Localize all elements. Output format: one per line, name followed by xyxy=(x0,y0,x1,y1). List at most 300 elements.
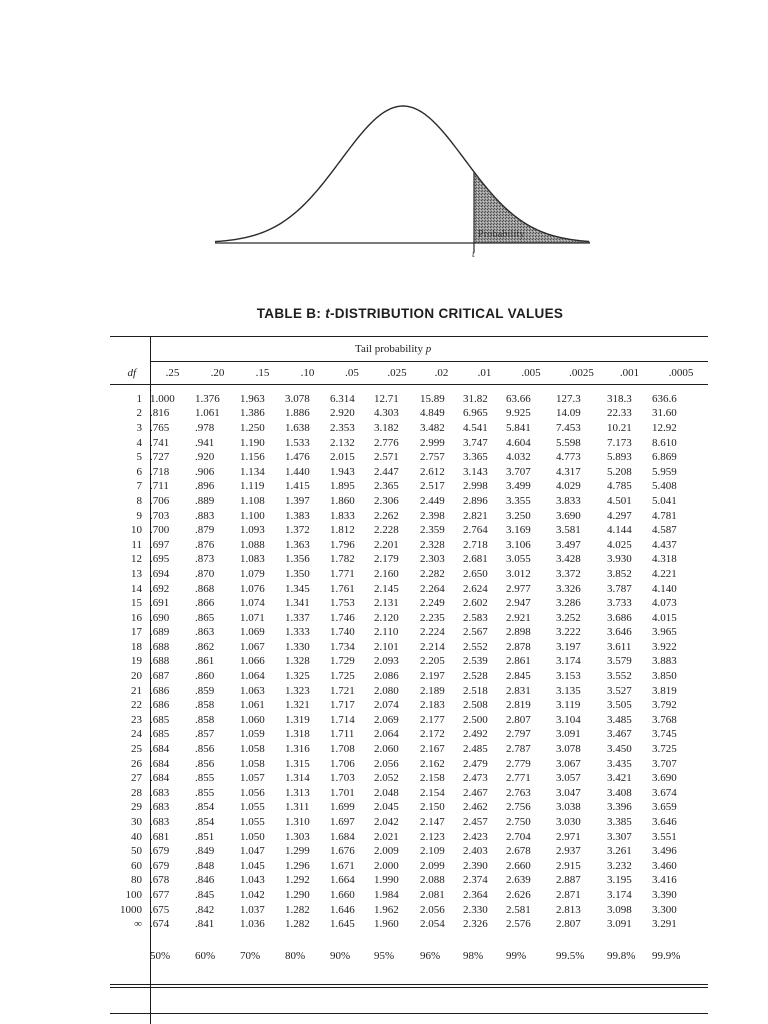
table-title-suffix: -DISTRIBUTION CRITICAL VALUES xyxy=(330,306,564,321)
critical-value-cell: 3.450 xyxy=(607,743,632,756)
critical-value-cell: 2.123 xyxy=(420,830,445,843)
critical-value-cell: 3.659 xyxy=(652,801,677,814)
critical-value-cell: 3.819 xyxy=(652,684,677,697)
critical-value-cell: 2.977 xyxy=(506,582,531,595)
critical-value-cell: 2.150 xyxy=(420,801,445,814)
critical-value-cell: 4.303 xyxy=(374,407,399,420)
table-title-t: t xyxy=(325,306,331,321)
critical-value-cell: 2.080 xyxy=(374,684,399,697)
critical-value-cell: 2.214 xyxy=(420,640,445,653)
critical-value-cell: 3.467 xyxy=(607,728,632,741)
critical-value-cell: 2.235 xyxy=(420,611,445,624)
critical-value-cell: 3.091 xyxy=(556,728,581,741)
critical-value-cell: 1.721 xyxy=(330,684,355,697)
table-row xyxy=(110,596,710,611)
critical-value-cell: 1.386 xyxy=(240,407,265,420)
critical-value-cell: .687 xyxy=(150,670,170,683)
df-cell: 27 xyxy=(131,772,142,785)
critical-value-cell: 3.355 xyxy=(506,494,531,507)
critical-value-cell: .684 xyxy=(150,757,170,770)
critical-value-cell: 3.174 xyxy=(607,888,632,901)
critical-value-cell: 1.415 xyxy=(285,480,310,493)
critical-value-cell: 2.807 xyxy=(506,713,531,726)
critical-value-cell: 1.055 xyxy=(240,801,265,814)
critical-value-cell: 3.674 xyxy=(652,786,677,799)
confidence-level-cell: 90% xyxy=(330,950,351,963)
critical-value-cell: .741 xyxy=(150,436,170,449)
critical-value-cell: .688 xyxy=(150,655,170,668)
critical-value-cell: 3.030 xyxy=(556,816,581,829)
critical-value-cell: 3.104 xyxy=(556,713,581,726)
critical-value-cell: 1.476 xyxy=(285,451,310,464)
df-cell: 80 xyxy=(131,874,142,887)
critical-value-cell: 2.447 xyxy=(374,465,399,478)
df-cell: 30 xyxy=(131,816,142,829)
df-cell: 18 xyxy=(131,640,142,653)
critical-value-cell: 2.473 xyxy=(463,772,488,785)
table-row xyxy=(110,698,710,713)
critical-value-cell: 4.437 xyxy=(652,538,677,551)
table-row xyxy=(110,480,710,495)
critical-value-cell: 1.250 xyxy=(240,421,265,434)
critical-value-cell: 2.364 xyxy=(463,888,488,901)
critical-value-cell: .856 xyxy=(195,757,215,770)
critical-value-cell: 2.517 xyxy=(420,480,445,493)
density-curve xyxy=(215,106,589,242)
critical-value-cell: 4.297 xyxy=(607,509,632,522)
df-cell: 2 xyxy=(136,407,142,420)
critical-value-cell: 3.552 xyxy=(607,670,632,683)
critical-value-cell: 3.078 xyxy=(285,392,310,405)
critical-value-cell: 3.195 xyxy=(607,874,632,887)
critical-value-cell: 3.460 xyxy=(652,859,677,872)
critical-value-cell: 2.052 xyxy=(374,772,399,785)
critical-value-cell: 2.704 xyxy=(506,830,531,843)
critical-value-cell: 1.037 xyxy=(240,903,265,916)
df-cell: ∞ xyxy=(134,918,142,931)
table-row xyxy=(110,844,710,859)
critical-value-cell: 2.045 xyxy=(374,801,399,814)
critical-value-cell: 5.959 xyxy=(652,465,677,478)
df-cell: 100 xyxy=(125,888,142,901)
df-cell: 16 xyxy=(131,611,142,624)
critical-value-cell: 2.757 xyxy=(420,451,445,464)
critical-value-cell: 1.638 xyxy=(285,421,310,434)
critical-value-cell: 3.307 xyxy=(607,830,632,843)
critical-value-cell: 1.729 xyxy=(330,655,355,668)
tail-probability-label xyxy=(355,343,431,355)
critical-value-cell: 1.000 xyxy=(150,392,175,405)
critical-value-cell: 1.984 xyxy=(374,888,399,901)
critical-value-cell: 2.552 xyxy=(463,640,488,653)
critical-value-cell: 3.787 xyxy=(607,582,632,595)
tail-probability-header: .001 xyxy=(619,366,640,379)
critical-value-cell: 3.482 xyxy=(420,421,445,434)
critical-value-cell: 1.119 xyxy=(240,480,265,493)
t-critical-values-table xyxy=(110,362,710,970)
critical-value-cell: 3.300 xyxy=(652,903,677,916)
critical-value-cell: 1.725 xyxy=(330,670,355,683)
critical-value-cell: 2.750 xyxy=(506,816,531,829)
table-row xyxy=(110,684,710,699)
critical-value-cell: 2.056 xyxy=(374,757,399,770)
critical-value-cell: 3.768 xyxy=(652,713,677,726)
critical-value-cell: 3.143 xyxy=(463,465,488,478)
critical-value-cell: 1.058 xyxy=(240,757,265,770)
critical-value-cell: 3.055 xyxy=(506,553,531,566)
critical-value-cell: 2.861 xyxy=(506,655,531,668)
critical-value-cell: 4.781 xyxy=(652,509,677,522)
critical-value-cell: 3.965 xyxy=(652,626,677,639)
critical-value-cell: 3.579 xyxy=(607,655,632,668)
critical-value-cell: 5.893 xyxy=(607,451,632,464)
table-row xyxy=(110,509,710,524)
critical-value-cell: 3.527 xyxy=(607,684,632,697)
confidence-level-row xyxy=(110,932,710,970)
critical-value-cell: 1.058 xyxy=(240,743,265,756)
critical-value-cell: 2.626 xyxy=(506,888,531,901)
critical-value-cell: 5.598 xyxy=(556,436,581,449)
critical-value-cell: 3.078 xyxy=(556,743,581,756)
critical-value-cell: .889 xyxy=(195,494,215,507)
critical-value-cell: 2.015 xyxy=(330,451,355,464)
critical-value-cell: 2.528 xyxy=(463,670,488,683)
critical-value-cell: 1.782 xyxy=(330,553,355,566)
critical-value-cell: 2.581 xyxy=(506,903,531,916)
critical-value-cell: 636.6 xyxy=(652,392,677,405)
critical-value-cell: 1.325 xyxy=(285,670,310,683)
table-row xyxy=(110,421,710,436)
critical-value-cell: .861 xyxy=(195,655,215,668)
critical-value-cell: 1.963 xyxy=(240,392,265,405)
critical-value-cell: 2.423 xyxy=(463,830,488,843)
table-row xyxy=(110,742,710,757)
tail-probability-header: .15 xyxy=(255,366,270,379)
body-bottom-rule-2 xyxy=(110,987,708,988)
critical-value-cell: .868 xyxy=(195,582,215,595)
df-cell: 21 xyxy=(131,684,142,697)
critical-value-cell: 1.093 xyxy=(240,524,265,537)
critical-value-cell: 2.197 xyxy=(420,670,445,683)
critical-value-cell: 2.896 xyxy=(463,494,488,507)
critical-value-cell: 4.032 xyxy=(506,451,531,464)
critical-value-cell: 1.292 xyxy=(285,874,310,887)
critical-value-cell: 1.282 xyxy=(285,903,310,916)
critical-value-cell: .679 xyxy=(150,859,170,872)
critical-value-cell: .858 xyxy=(195,713,215,726)
critical-value-cell: .858 xyxy=(195,699,215,712)
critical-value-cell: .685 xyxy=(150,728,170,741)
critical-value-cell: 3.733 xyxy=(607,597,632,610)
critical-value-cell: 2.224 xyxy=(420,626,445,639)
critical-value-cell: .848 xyxy=(195,859,215,872)
critical-value-cell: 2.054 xyxy=(420,918,445,931)
critical-value-cell: 1.397 xyxy=(285,494,310,507)
critical-value-cell: 1.067 xyxy=(240,640,265,653)
critical-value-cell: 2.398 xyxy=(420,509,445,522)
confidence-level-cell: 95% xyxy=(374,950,395,963)
critical-value-cell: .690 xyxy=(150,611,170,624)
critical-value-cell: 1.042 xyxy=(240,888,265,901)
critical-value-cell: 3.725 xyxy=(652,743,677,756)
table-row xyxy=(110,582,710,597)
critical-value-cell: 2.462 xyxy=(463,801,488,814)
critical-value-cell: 10.21 xyxy=(607,421,632,434)
critical-value-cell: 3.551 xyxy=(652,830,677,843)
tail-probability-header: .25 xyxy=(165,366,180,379)
critical-value-cell: 3.496 xyxy=(652,845,677,858)
critical-value-cell: 2.048 xyxy=(374,786,399,799)
critical-value-cell: 2.819 xyxy=(506,699,531,712)
table-row xyxy=(110,728,710,743)
critical-value-cell: 2.583 xyxy=(463,611,488,624)
critical-value-cell: 1.134 xyxy=(240,465,265,478)
table-title xyxy=(0,306,768,321)
critical-value-cell: 1.045 xyxy=(240,859,265,872)
critical-value-cell: 1.050 xyxy=(240,830,265,843)
critical-value-cell: .857 xyxy=(195,728,215,741)
tail-probability-header: .0025 xyxy=(569,366,594,379)
critical-value-cell: 4.849 xyxy=(420,407,445,420)
critical-value-cell: 3.883 xyxy=(652,655,677,668)
critical-value-cell: .845 xyxy=(195,888,215,901)
critical-value-cell: 2.000 xyxy=(374,859,399,872)
critical-value-cell: 1.860 xyxy=(330,494,355,507)
confidence-level-cell: 96% xyxy=(420,950,441,963)
critical-value-cell: 1.100 xyxy=(240,509,265,522)
critical-value-cell: 2.821 xyxy=(463,509,488,522)
critical-value-cell: .765 xyxy=(150,421,170,434)
df-cell: 25 xyxy=(131,743,142,756)
tail-probability-header: .025 xyxy=(387,366,407,379)
critical-value-cell: 3.091 xyxy=(607,918,632,931)
critical-value-cell: 1.088 xyxy=(240,538,265,551)
critical-value-cell: 2.101 xyxy=(374,640,399,653)
critical-value-cell: 1.064 xyxy=(240,670,265,683)
critical-value-cell: 1.703 xyxy=(330,772,355,785)
critical-value-cell: 2.612 xyxy=(420,465,445,478)
critical-value-cell: 3.326 xyxy=(556,582,581,595)
critical-value-cell: 1.533 xyxy=(285,436,310,449)
critical-value-cell: .686 xyxy=(150,684,170,697)
critical-value-cell: 2.937 xyxy=(556,845,581,858)
critical-value-cell: 2.508 xyxy=(463,699,488,712)
critical-value-cell: .688 xyxy=(150,640,170,653)
table-row xyxy=(110,655,710,670)
critical-value-cell: 2.064 xyxy=(374,728,399,741)
critical-value-cell: 2.624 xyxy=(463,582,488,595)
critical-value-cell: 2.797 xyxy=(506,728,531,741)
critical-value-cell: 1.321 xyxy=(285,699,310,712)
critical-value-cell: 1.310 xyxy=(285,816,310,829)
critical-value-cell: 1.771 xyxy=(330,567,355,580)
critical-value-cell: 3.047 xyxy=(556,786,581,799)
df-cell: 10 xyxy=(131,524,142,537)
critical-value-cell: .718 xyxy=(150,465,170,478)
table-row xyxy=(110,859,710,874)
critical-value-cell: 1.057 xyxy=(240,772,265,785)
critical-value-cell: 2.660 xyxy=(506,859,531,872)
critical-value-cell: .842 xyxy=(195,903,215,916)
df-header: df xyxy=(127,366,136,379)
critical-value-cell: 3.792 xyxy=(652,699,677,712)
table-row xyxy=(110,567,710,582)
critical-value-cell: .841 xyxy=(195,918,215,931)
df-cell: 14 xyxy=(131,582,142,595)
critical-value-cell: 2.172 xyxy=(420,728,445,741)
critical-value-cell: 3.745 xyxy=(652,728,677,741)
critical-value-cell: 2.718 xyxy=(463,538,488,551)
critical-value-cell: 127.3 xyxy=(556,392,581,405)
table-row xyxy=(110,786,710,801)
critical-value-cell: 3.261 xyxy=(607,845,632,858)
critical-value-cell: 2.162 xyxy=(420,757,445,770)
critical-value-cell: 3.232 xyxy=(607,859,632,872)
critical-value-cell: .681 xyxy=(150,830,170,843)
critical-value-cell: 2.093 xyxy=(374,655,399,668)
critical-value-cell: 2.042 xyxy=(374,816,399,829)
critical-value-cell: .846 xyxy=(195,874,215,887)
df-cell: 11 xyxy=(131,538,142,551)
critical-value-cell: 2.602 xyxy=(463,597,488,610)
table-row xyxy=(110,538,710,553)
critical-value-cell: 4.029 xyxy=(556,480,581,493)
critical-value-cell: 2.264 xyxy=(420,582,445,595)
df-cell: 22 xyxy=(131,699,142,712)
t-distribution-figure xyxy=(205,92,605,267)
critical-value-cell: 63.66 xyxy=(506,392,531,405)
critical-value-cell: 2.088 xyxy=(420,874,445,887)
critical-value-cell: .879 xyxy=(195,524,215,537)
critical-value-cell: 1.330 xyxy=(285,640,310,653)
df-cell: 50 xyxy=(131,845,142,858)
body-bottom-rule-1 xyxy=(110,984,708,985)
critical-value-cell: 3.416 xyxy=(652,874,677,887)
critical-value-cell: 1.960 xyxy=(374,918,399,931)
critical-value-cell: .675 xyxy=(150,903,170,916)
df-cell: 15 xyxy=(131,597,142,610)
critical-value-cell: 3.012 xyxy=(506,567,531,580)
critical-value-cell: 2.467 xyxy=(463,786,488,799)
critical-value-cell: 2.920 xyxy=(330,407,355,420)
critical-value-cell: 2.228 xyxy=(374,524,399,537)
critical-value-cell: 2.179 xyxy=(374,553,399,566)
df-cell: 1000 xyxy=(120,903,142,916)
critical-value-cell: 6.965 xyxy=(463,407,488,420)
critical-value-cell: 3.833 xyxy=(556,494,581,507)
critical-value-cell: 3.286 xyxy=(556,597,581,610)
critical-value-cell: 1.333 xyxy=(285,626,310,639)
critical-value-cell: 3.222 xyxy=(556,626,581,639)
critical-value-cell: .694 xyxy=(150,567,170,580)
table-row xyxy=(110,494,710,509)
critical-value-cell: 1.886 xyxy=(285,407,310,420)
critical-value-cell: 1.440 xyxy=(285,465,310,478)
critical-value-cell: 4.501 xyxy=(607,494,632,507)
critical-value-cell: 1.646 xyxy=(330,903,355,916)
critical-value-cell: 3.485 xyxy=(607,713,632,726)
critical-value-cell: .906 xyxy=(195,465,215,478)
critical-value-cell: 2.539 xyxy=(463,655,488,668)
critical-value-cell: 2.878 xyxy=(506,640,531,653)
critical-value-cell: 3.747 xyxy=(463,436,488,449)
critical-value-cell: 1.282 xyxy=(285,918,310,931)
tail-probability-header: .01 xyxy=(477,366,492,379)
critical-value-cell: 2.060 xyxy=(374,743,399,756)
critical-value-cell: .697 xyxy=(150,538,170,551)
critical-value-cell: 1.290 xyxy=(285,888,310,901)
critical-value-cell: 3.581 xyxy=(556,524,581,537)
df-cell: 40 xyxy=(131,830,142,843)
critical-value-cell: 2.681 xyxy=(463,553,488,566)
critical-value-cell: 2.971 xyxy=(556,830,581,843)
critical-value-cell: 2.201 xyxy=(374,538,399,551)
tail-probability-header: .005 xyxy=(521,366,541,379)
critical-value-cell: 3.385 xyxy=(607,816,632,829)
t-distribution-curve-svg xyxy=(205,92,605,267)
table-row xyxy=(110,757,710,772)
critical-value-cell: 1.061 xyxy=(195,407,220,420)
critical-value-cell: 3.707 xyxy=(652,757,677,770)
critical-value-cell: 2.328 xyxy=(420,538,445,551)
critical-value-cell: 2.639 xyxy=(506,874,531,887)
table-row xyxy=(110,888,710,903)
tail-probability-header: .02 xyxy=(434,366,449,379)
table-row xyxy=(110,669,710,684)
critical-value-cell: 2.365 xyxy=(374,480,399,493)
critical-value-cell: 2.898 xyxy=(506,626,531,639)
critical-value-cell: 2.449 xyxy=(420,494,445,507)
critical-value-cell: 1.337 xyxy=(285,611,310,624)
critical-value-cell: .862 xyxy=(195,640,215,653)
critical-value-cell: 3.182 xyxy=(374,421,399,434)
critical-value-cell: 1.796 xyxy=(330,538,355,551)
critical-value-cell: .684 xyxy=(150,743,170,756)
critical-value-cell: .854 xyxy=(195,816,215,829)
critical-value-cell: 4.587 xyxy=(652,524,677,537)
critical-value-cell: .703 xyxy=(150,509,170,522)
critical-value-cell: .689 xyxy=(150,626,170,639)
critical-value-cell: 1.303 xyxy=(285,830,310,843)
confidence-level-cell: 99.9% xyxy=(652,950,681,963)
table-row xyxy=(110,384,710,407)
table-row xyxy=(110,903,710,918)
critical-value-cell: 4.144 xyxy=(607,524,632,537)
critical-value-cell: 2.479 xyxy=(463,757,488,770)
probability-label: Probability xyxy=(478,229,525,240)
tail-probability-text: Tail probability xyxy=(355,343,426,355)
critical-value-cell: 2.330 xyxy=(463,903,488,916)
critical-value-cell: 14.09 xyxy=(556,407,581,420)
df-cell: 3 xyxy=(136,421,142,434)
critical-value-cell: 1.311 xyxy=(285,801,310,814)
df-cell: 5 xyxy=(136,451,142,464)
table-row xyxy=(110,801,710,816)
table-row xyxy=(110,874,710,889)
critical-value-cell: 1.697 xyxy=(330,816,355,829)
critical-value-cell: 4.318 xyxy=(652,553,677,566)
critical-value-cell: 2.390 xyxy=(463,859,488,872)
table-row xyxy=(110,523,710,538)
critical-value-cell: 1.350 xyxy=(285,567,310,580)
critical-value-cell: .691 xyxy=(150,597,170,610)
critical-value-cell: .859 xyxy=(195,684,215,697)
df-cell: 7 xyxy=(136,480,142,493)
critical-value-cell: 31.60 xyxy=(652,407,677,420)
critical-value-cell: 2.576 xyxy=(506,918,531,931)
critical-value-cell: 7.173 xyxy=(607,436,632,449)
critical-value-cell: 2.056 xyxy=(420,903,445,916)
